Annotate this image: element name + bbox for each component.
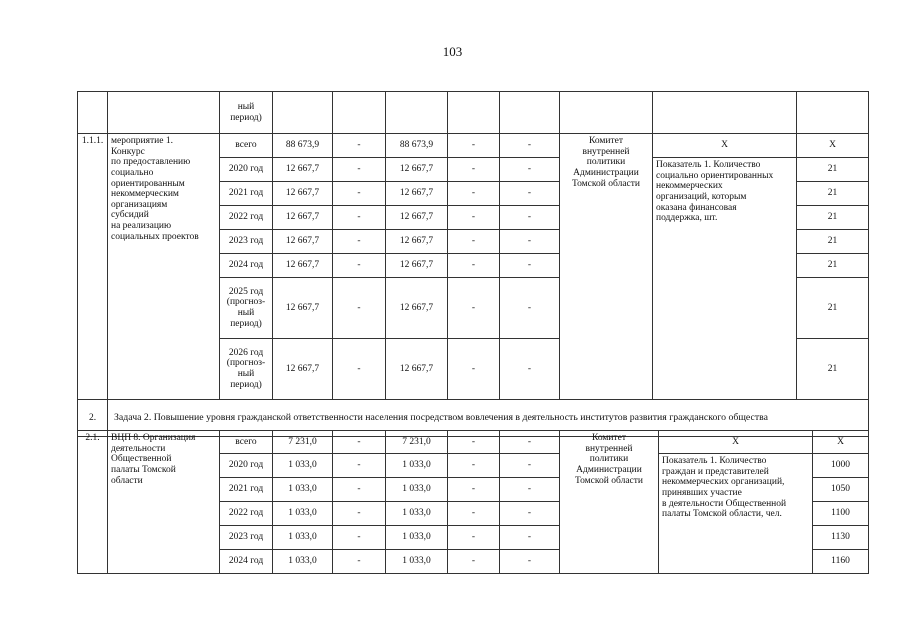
- local-cell: -: [448, 454, 500, 478]
- federal-cell: -: [333, 431, 386, 454]
- federal-cell: -: [333, 134, 386, 158]
- indicator-value: 21: [797, 158, 869, 182]
- period-cell: 2025 год (прогноз- ный период): [220, 278, 273, 339]
- federal-cell: -: [333, 278, 386, 339]
- period-cell: всего: [220, 431, 273, 454]
- measure-name: ВЦП 8. Организация деятельности Общественной палаты Томской области: [108, 431, 220, 574]
- other-cell: -: [500, 158, 560, 182]
- measure-name: мероприятие 1. Конкурс по предоставлению социально ориентированным некоммерческим организациям субсидий на реализацию социальных проектов: [108, 134, 220, 400]
- regional-cell: 12 667,7: [386, 254, 448, 278]
- local-cell: -: [448, 339, 500, 400]
- indicator-total-value: Х: [797, 134, 869, 158]
- other-cell: -: [500, 278, 560, 339]
- indicator-total-cell: Х: [653, 134, 797, 158]
- period-cell: 2023 год: [220, 230, 273, 254]
- indicator-total-value: Х: [813, 431, 869, 454]
- period-cell: 2026 год (прогноз- ный период): [220, 339, 273, 400]
- federal-cell: -: [333, 206, 386, 230]
- period-cell: 2024 год: [220, 254, 273, 278]
- total-cell: 7 231,0: [273, 431, 333, 454]
- measure-number: 2.1.: [78, 431, 108, 574]
- regional-cell: 1 033,0: [386, 502, 448, 526]
- total-cell: 1 033,0: [273, 478, 333, 502]
- regional-cell: 1 033,0: [386, 478, 448, 502]
- measure-number: 1.1.1.: [78, 134, 108, 400]
- federal-cell: -: [333, 478, 386, 502]
- indicator-value: 21: [797, 339, 869, 400]
- other-cell: -: [500, 339, 560, 400]
- federal-cell: -: [333, 502, 386, 526]
- indicator-value: 1160: [813, 550, 869, 574]
- other-cell: -: [500, 454, 560, 478]
- local-cell: -: [448, 526, 500, 550]
- indicator-value: 21: [797, 278, 869, 339]
- period-cell: ный период): [220, 92, 273, 134]
- regional-cell: 12 667,7: [386, 182, 448, 206]
- other-cell: -: [500, 206, 560, 230]
- regional-cell: 1 033,0: [386, 526, 448, 550]
- federal-cell: -: [333, 526, 386, 550]
- local-cell: -: [448, 254, 500, 278]
- other-cell: -: [500, 550, 560, 574]
- total-cell: 1 033,0: [273, 526, 333, 550]
- program-table-top: [77, 91, 869, 437]
- period-cell: 2023 год: [220, 526, 273, 550]
- regional-cell: 12 667,7: [386, 230, 448, 254]
- indicator-value: 1130: [813, 526, 869, 550]
- regional-cell: 1 033,0: [386, 550, 448, 574]
- local-cell: -: [448, 502, 500, 526]
- indicator-total-cell: Х: [659, 431, 813, 454]
- federal-cell: -: [333, 230, 386, 254]
- regional-cell: 1 033,0: [386, 454, 448, 478]
- period-cell: 2022 год: [220, 206, 273, 230]
- period-cell: 2022 год: [220, 502, 273, 526]
- period-cell: 2021 год: [220, 182, 273, 206]
- table-row: [78, 431, 869, 454]
- page-number: 103: [442, 44, 463, 59]
- total-cell: 1 033,0: [273, 502, 333, 526]
- period-cell: 2020 год: [220, 454, 273, 478]
- total-cell: 12 667,7: [273, 158, 333, 182]
- other-cell: -: [500, 254, 560, 278]
- other-cell: -: [500, 182, 560, 206]
- indicator-value: 21: [797, 230, 869, 254]
- regional-cell: 7 231,0: [386, 431, 448, 454]
- other-cell: -: [500, 502, 560, 526]
- executor-cell: Комитет внутренней политики Администрации Томской области: [560, 134, 653, 400]
- table-row: [78, 92, 869, 134]
- indicator-value: 21: [797, 254, 869, 278]
- period-cell: 2024 год: [220, 550, 273, 574]
- period-cell: 2020 год: [220, 158, 273, 182]
- total-cell: 12 667,7: [273, 206, 333, 230]
- local-cell: -: [448, 278, 500, 339]
- federal-cell: -: [333, 254, 386, 278]
- regional-cell: 88 673,9: [386, 134, 448, 158]
- total-cell: 1 033,0: [273, 550, 333, 574]
- other-cell: -: [500, 230, 560, 254]
- indicator-value: 1050: [813, 478, 869, 502]
- local-cell: -: [448, 230, 500, 254]
- task-number: 2.: [78, 400, 108, 437]
- local-cell: -: [448, 478, 500, 502]
- total-cell: 12 667,7: [273, 339, 333, 400]
- other-cell: -: [500, 431, 560, 454]
- local-cell: -: [448, 431, 500, 454]
- indicator-value: 21: [797, 182, 869, 206]
- local-cell: -: [448, 550, 500, 574]
- task-text: Задача 2. Повышение уровня гражданской ответственности населения посредством вовлечения в деятельность институтов развития гражданского общества: [108, 400, 869, 437]
- federal-cell: -: [333, 454, 386, 478]
- regional-cell: 12 667,7: [386, 158, 448, 182]
- local-cell: -: [448, 182, 500, 206]
- total-cell: 12 667,7: [273, 182, 333, 206]
- total-cell: 12 667,7: [273, 230, 333, 254]
- indicator-value: 21: [797, 206, 869, 230]
- indicator-description: Показатель 1. Количество социально ориентированных некоммерческих организаций, которым оказана финансовая поддержка, шт.: [653, 158, 797, 400]
- federal-cell: -: [333, 158, 386, 182]
- local-cell: -: [448, 158, 500, 182]
- period-cell: 2021 год: [220, 478, 273, 502]
- total-cell: 12 667,7: [273, 254, 333, 278]
- table-row: [78, 134, 869, 158]
- federal-cell: -: [333, 550, 386, 574]
- regional-cell: 12 667,7: [386, 206, 448, 230]
- indicator-description: Показатель 1. Количество граждан и представителей некоммерческих организаций, принявших участие в деятельности Общественной палаты Томской области, чел.: [659, 454, 813, 574]
- executor-cell: Комитет внутренней политики Администрации Томской области: [560, 431, 659, 574]
- federal-cell: -: [333, 182, 386, 206]
- indicator-value: 1100: [813, 502, 869, 526]
- program-table-bottom: [77, 430, 869, 574]
- local-cell: -: [448, 206, 500, 230]
- total-cell: 12 667,7: [273, 278, 333, 339]
- federal-cell: -: [333, 339, 386, 400]
- indicator-value: 1000: [813, 454, 869, 478]
- other-cell: -: [500, 478, 560, 502]
- other-cell: -: [500, 526, 560, 550]
- period-cell: всего: [220, 134, 273, 158]
- local-cell: -: [448, 134, 500, 158]
- other-cell: -: [500, 134, 560, 158]
- total-cell: 1 033,0: [273, 454, 333, 478]
- regional-cell: 12 667,7: [386, 339, 448, 400]
- regional-cell: 12 667,7: [386, 278, 448, 339]
- total-cell: 88 673,9: [273, 134, 333, 158]
